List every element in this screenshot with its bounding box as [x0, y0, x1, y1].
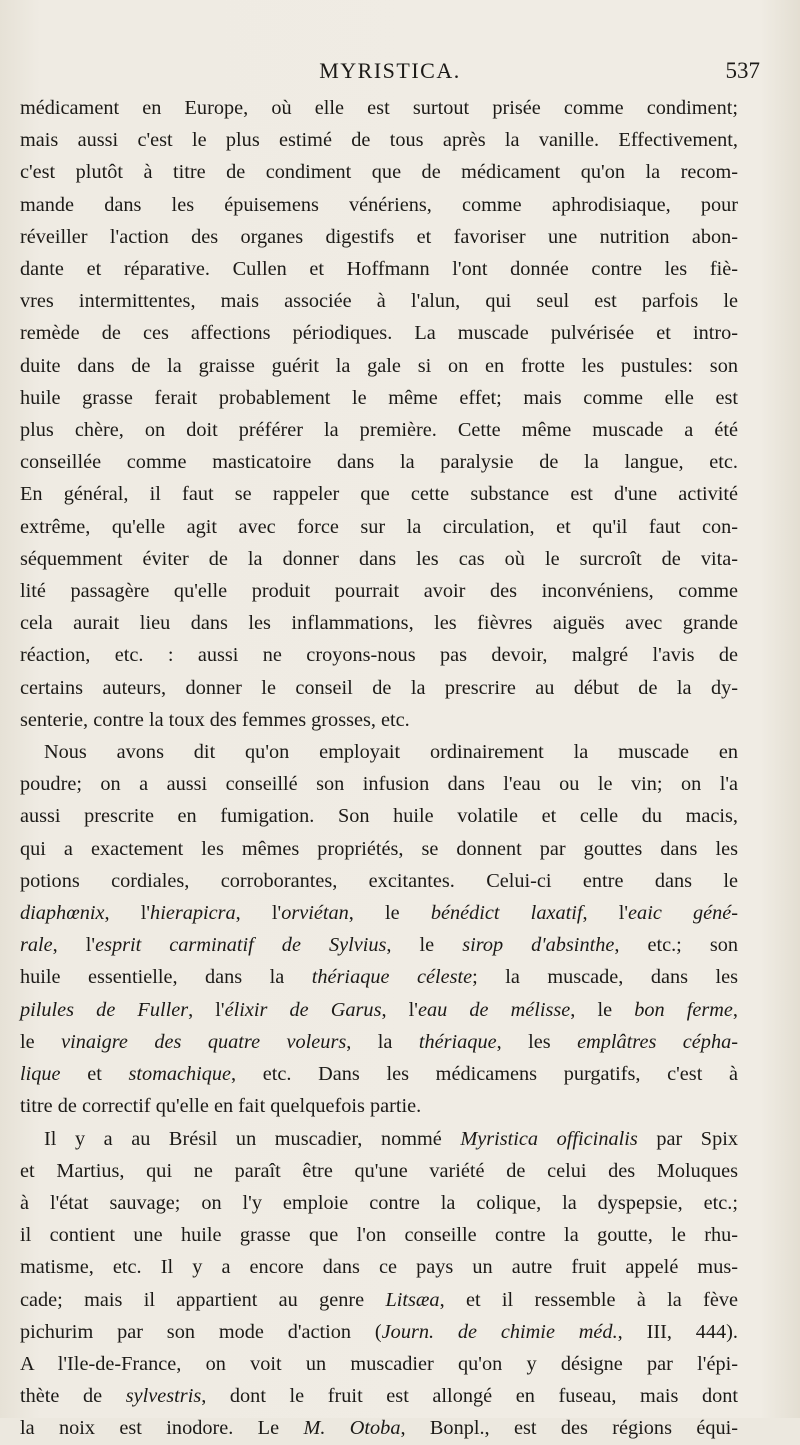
text-line: remède de ces affections périodiques. La muscade pulvérisée et intro- — [20, 322, 738, 345]
text-run: , l' — [188, 998, 225, 1021]
italic-term: orviétan — [281, 902, 349, 925]
text-run: , le — [570, 998, 635, 1021]
italic-term: pilules de Fuller — [20, 998, 189, 1021]
page-header — [20, 58, 760, 94]
text-run: , etc. Dans les médicamens purgatifs, c'est à — [231, 1063, 738, 1086]
italic-term: lique — [20, 1063, 61, 1086]
text-run: huile essentielle, dans la — [20, 966, 312, 989]
text-line: et Martius, qui ne paraît être qu'une variété de celui des Moluques — [20, 1159, 738, 1182]
text-line — [20, 1026, 738, 1058]
italic-term: bénédict laxatif — [430, 902, 583, 925]
body-text — [20, 92, 738, 1445]
italic-term: stomachique — [128, 1063, 232, 1086]
text-run: le — [20, 1030, 62, 1053]
text-run: ; la muscade, dans les — [472, 966, 738, 989]
text-line: qui a exactement les mêmes propriétés, se donnent par gouttes dans les — [20, 837, 738, 860]
text-run: pichurim par son mode d'action ( — [20, 1320, 382, 1343]
text-line: vres intermittentes, mais associée à l'alun, qui seul est parfois le — [20, 290, 738, 313]
italic-term: thériaque céleste — [311, 966, 473, 989]
italic-term: bon ferme — [634, 998, 733, 1021]
italic-term: emplâtres cépha- — [577, 1030, 738, 1053]
text-run: , les — [496, 1030, 578, 1053]
text-line: cela aurait lieu dans les inflammations, les fièvres aiguës avec grande — [20, 612, 738, 635]
text-line — [20, 897, 738, 929]
paragraph-2 — [20, 736, 738, 1122]
paragraph-1 — [20, 92, 738, 736]
text-run: , III, 444). — [617, 1320, 738, 1343]
text-line: médicament en Europe, où elle est surtout prisée comme condiment; — [20, 97, 738, 119]
text-line: potions cordiales, corroborantes, excitantes. Celui-ci entre dans le — [20, 869, 738, 892]
text-line: dante et réparative. Cullen et Hoffmann l'ont donnée contre les fiè- — [20, 258, 738, 281]
text-line: conseillée comme masticatoire dans la paralysie de la langue, etc. — [20, 451, 738, 474]
text-line — [20, 1058, 738, 1090]
text-run: , et il ressemble à la fève — [439, 1288, 739, 1311]
italic-term: eau de mélisse — [417, 998, 571, 1021]
italic-term: hierapicra — [150, 902, 236, 925]
text-line: titre de correctif qu'elle en fait quelquefois partie. — [20, 1095, 422, 1118]
text-run: , l' — [104, 902, 151, 925]
text-line: certains auteurs, donner le conseil de la prescrire au début de la dy- — [20, 676, 738, 699]
italic-term: eaic géné- — [628, 902, 739, 925]
text-line — [20, 929, 738, 961]
text-run: , l' — [52, 934, 96, 957]
text-line: Nous avons dit qu'on employait ordinairement la muscade en — [44, 741, 738, 764]
text-run: , la — [346, 1030, 419, 1053]
running-head: MYRISTICA. — [319, 58, 461, 83]
text-run: , l' — [235, 902, 282, 925]
text-line — [20, 1412, 738, 1444]
text-run: , dont le fruit est allongé en fuseau, mais dont — [201, 1385, 738, 1408]
italic-term: élixir de Garus — [224, 998, 382, 1021]
text-run: et — [60, 1063, 129, 1086]
text-run: , le — [348, 902, 431, 925]
text-run: , Bonpl., est des régions équi- — [400, 1417, 738, 1440]
text-line: duite dans de la graisse guérit la gale si on en frotte les pustules: son — [20, 354, 738, 377]
italic-term: sylvestris — [125, 1385, 202, 1408]
text-line: senterie, contre la toux des femmes grosses, etc. — [20, 708, 410, 731]
text-run: thète de — [20, 1385, 126, 1408]
text-line — [20, 1316, 738, 1348]
text-line: c'est plutôt à titre de condiment que de médicament qu'on la recom- — [20, 161, 738, 184]
italic-term: rale — [20, 934, 53, 957]
text-line: il contient une huile grasse que l'on conseille contre la goutte, le rhu- — [20, 1224, 738, 1247]
page-number: 537 — [725, 58, 760, 83]
italic-term: vinaigre des quatre voleurs — [61, 1030, 347, 1053]
text-run: , le — [386, 934, 463, 957]
text-run: Il y a au Brésil un muscadier, nommé — [44, 1127, 461, 1150]
italic-term: Myristica officinalis — [460, 1127, 638, 1150]
text-line — [20, 994, 738, 1026]
text-run: , l' — [381, 998, 418, 1021]
text-run: , etc.; son — [614, 934, 739, 957]
text-line: extrême, qu'elle agit avec force sur la circulation, et qu'il faut con- — [20, 515, 738, 538]
italic-term: Litsæa — [385, 1288, 440, 1311]
text-run: la noix est inodore. Le — [20, 1417, 304, 1440]
italic-term: Journ. de chimie méd. — [381, 1320, 618, 1343]
text-run: , l' — [582, 902, 629, 925]
text-line: plus chère, on doit préférer la première. Cette même muscade a été — [20, 419, 738, 442]
text-line: En général, il faut se rappeler que cette substance est d'une activité — [20, 483, 738, 506]
text-line: lité passagère qu'elle produit pourrait avoir des inconvéniens, comme — [20, 580, 738, 603]
paragraph-3 — [20, 1123, 738, 1445]
text-line: réveiller l'action des organes digestifs et favoriser une nutrition abon- — [20, 225, 738, 248]
text-run: , — [732, 998, 738, 1021]
text-line — [20, 961, 738, 993]
italic-term: sirop d'absinthe — [462, 934, 615, 957]
text-run: cade; mais il appartient au genre — [20, 1288, 386, 1311]
text-line: réaction, etc. : aussi ne croyons-nous pas devoir, malgré l'avis de — [20, 644, 738, 667]
text-line — [20, 1284, 738, 1316]
text-run: par Spix — [637, 1127, 738, 1150]
text-line: A l'Ile-de-France, on voit un muscadier qu'on y désigne par l'épi- — [20, 1352, 738, 1375]
italic-term: thériaque — [418, 1030, 497, 1053]
text-line: aussi prescrite en fumigation. Son huile volatile et celle du macis, — [20, 805, 738, 828]
italic-term: M. Otoba — [303, 1417, 401, 1440]
italic-term: esprit carminatif de Sylvius — [95, 934, 387, 957]
text-line — [20, 1380, 738, 1412]
text-line: matisme, etc. Il y a encore dans ce pays un autre fruit appelé mus- — [20, 1256, 738, 1279]
text-line: huile grasse ferait probablement le même effet; mais comme elle est — [20, 386, 738, 409]
text-line: à l'état sauvage; on l'y emploie contre la colique, la dyspepsie, etc.; — [20, 1191, 738, 1214]
text-line: poudre; on a aussi conseillé son infusion dans l'eau ou le vin; on l'a — [20, 773, 738, 796]
text-line: mais aussi c'est le plus estimé de tous après la vanille. Effectivement, — [20, 129, 738, 152]
italic-term: diaphœnix — [20, 902, 105, 925]
text-line — [20, 1123, 738, 1155]
text-line: séquemment éviter de la donner dans les cas où le surcroît de vita- — [20, 547, 738, 570]
text-line: mande dans les épuisemens vénériens, comme aphrodisiaque, pour — [20, 193, 738, 216]
